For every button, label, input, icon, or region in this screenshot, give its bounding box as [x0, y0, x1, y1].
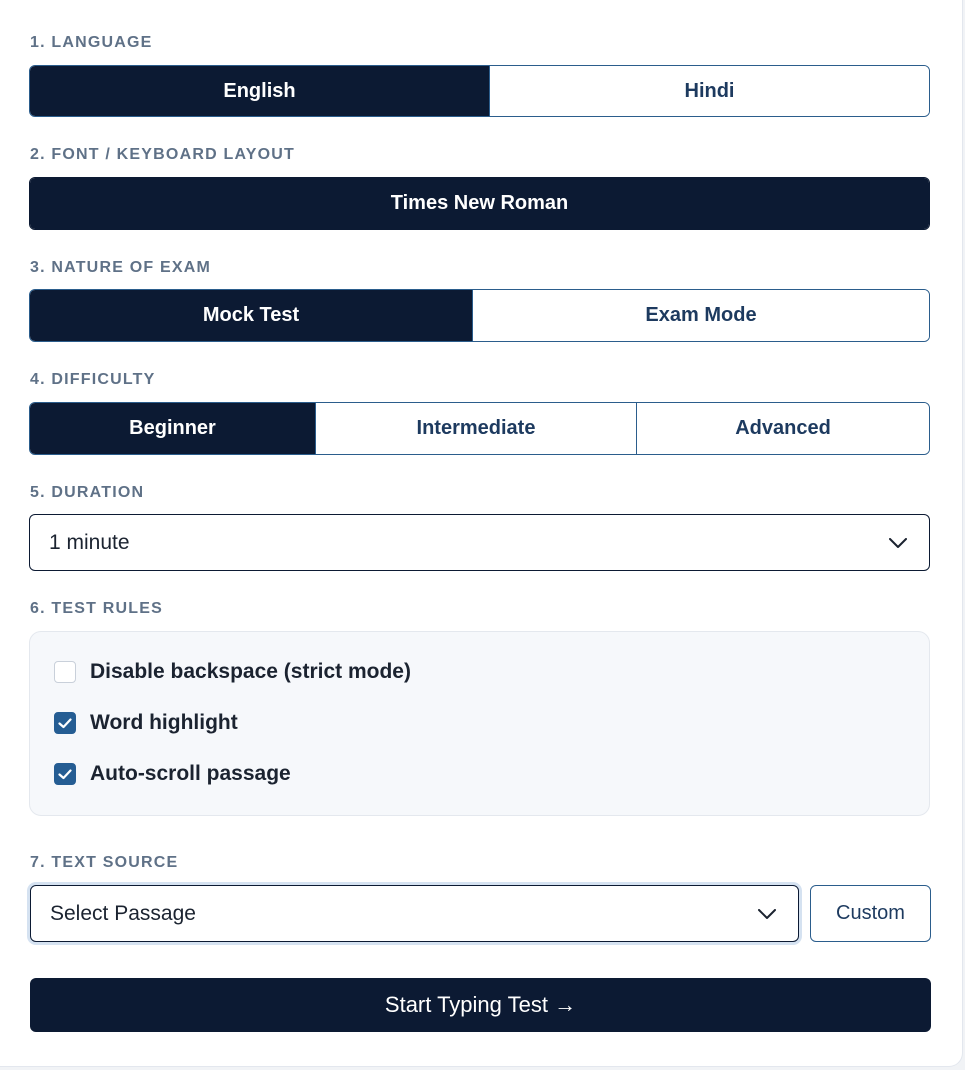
duration-value: 1 minute: [49, 530, 130, 554]
rules-panel: [29, 631, 930, 816]
difficulty-option-intermediate[interactable]: Intermediate: [315, 403, 636, 454]
duration-select[interactable]: [29, 514, 930, 571]
checkbox-word-highlight[interactable]: [54, 712, 76, 734]
rules-label: 6. TEST RULES: [30, 600, 163, 617]
source-label: 7. TEXT SOURCE: [30, 854, 179, 871]
chevron-down-icon: [758, 909, 776, 919]
language-option-hindi[interactable]: Hindi: [489, 66, 929, 116]
rule-auto-scroll[interactable]: [54, 762, 291, 786]
difficulty-label: 4. DIFFICULTY: [30, 371, 156, 388]
exam-option-exam-mode[interactable]: Exam Mode: [472, 290, 929, 341]
font-selector: [29, 177, 930, 230]
language-option-english[interactable]: English: [30, 66, 489, 116]
language-label: 1. LANGUAGE: [30, 34, 153, 51]
difficulty-option-advanced[interactable]: Advanced: [636, 403, 929, 454]
chevron-down-icon: [889, 538, 907, 548]
duration-label: 5. DURATION: [30, 484, 145, 501]
exam-selector: [29, 289, 930, 342]
font-label: 2. FONT / KEYBOARD LAYOUT: [30, 146, 295, 163]
rule-disable-backspace[interactable]: [54, 660, 411, 684]
checkmark-icon: [58, 769, 72, 780]
rule-word-highlight-label: Word highlight: [90, 711, 238, 734]
checkbox-disable-backspace[interactable]: [54, 661, 76, 683]
difficulty-option-beginner[interactable]: Beginner: [30, 403, 315, 454]
rule-disable-backspace-label: Disable backspace (strict mode): [90, 660, 411, 683]
exam-label: 3. NATURE OF EXAM: [30, 259, 212, 276]
checkbox-auto-scroll[interactable]: [54, 763, 76, 785]
passage-select[interactable]: [30, 885, 799, 942]
start-typing-test-button[interactable]: Start Typing Test →: [30, 978, 931, 1032]
rule-auto-scroll-label: Auto-scroll passage: [90, 762, 291, 785]
rule-word-highlight[interactable]: [54, 711, 238, 735]
custom-text-button[interactable]: Custom: [810, 885, 931, 942]
language-selector: [29, 65, 930, 117]
font-option-times-new-roman[interactable]: Times New Roman: [30, 178, 929, 229]
difficulty-selector: [29, 402, 930, 455]
exam-option-mock-test[interactable]: Mock Test: [30, 290, 472, 341]
passage-value: Select Passage: [50, 901, 196, 925]
checkmark-icon: [58, 718, 72, 729]
